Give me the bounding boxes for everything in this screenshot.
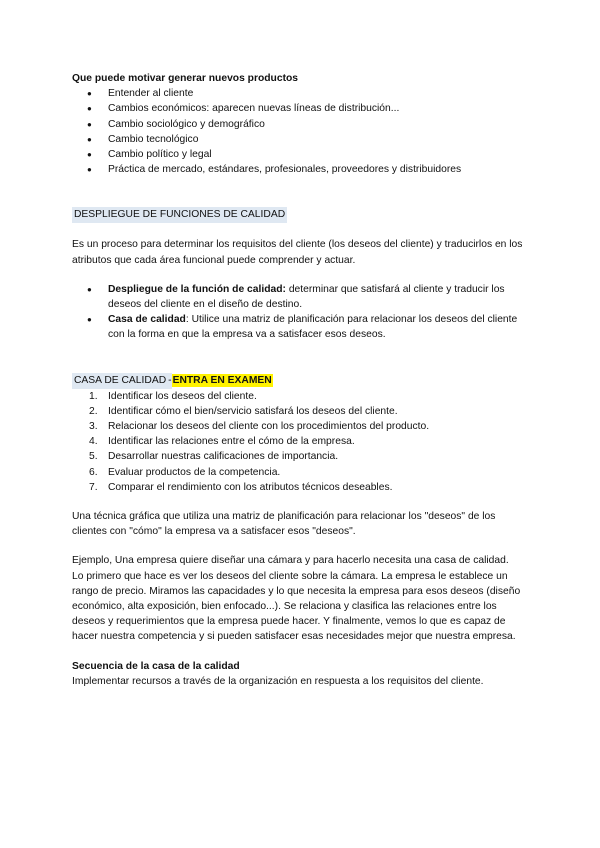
exam-badge: ENTRA EN EXAMEN <box>172 374 272 386</box>
list-item: 5. Desarrollar nuestras calificaciones de importancia. <box>89 451 339 463</box>
bullet-icon: ● <box>87 150 92 160</box>
document-page <box>72 71 532 689</box>
motivations-list <box>72 86 532 177</box>
list-item: ● Cambios económicos: aparecen nuevas líneas de distribución... <box>72 101 532 116</box>
list-item: 7. Comparar el rendimiento con los atributos técnicos deseables. <box>89 481 393 493</box>
house-of-quality-description: Una técnica gráfica que utiliza una matriz de planificación para relacionar los "deseos" de los clientes con "cómo" la empresa va a satisfacer esos "deseos". <box>72 511 496 538</box>
list-item: ● Cambio tecnológico <box>72 132 532 147</box>
list-item: ● Práctica de mercado, estándares, profesionales, proveedores y distribuidores <box>72 162 532 177</box>
list-item: 2. Identificar cómo el bien/servicio satisfará los deseos del cliente. <box>89 405 398 417</box>
sequence-text: Implementar recursos a través de la organización en respuesta a los requisitos del cliente. <box>72 675 484 687</box>
example-body: Lo primero que hace es ver los deseos del cliente sobre la cámara. La empresa le establece un rango de precio. Miramos las capacidades y lo que necesita la empresa para esos deseos (diseño económico, alta exposición, bien enfocado...). Se relaciona y clasifica las relaciones entre los deseos y requerimientos que la empresa puede hacer. Y finalmente, vemos lo que es capaz de hacer nuestra competencia y si pueden satisfacer esas necesidades mejor que nuestra empresa. <box>72 570 521 643</box>
bullet-icon: ● <box>87 104 92 114</box>
list-item: ● Cambio político y legal <box>72 147 532 162</box>
house-of-quality-steps <box>72 389 532 495</box>
section-heading-qfd: DESPLIEGUE DE FUNCIONES DE CALIDAD <box>72 207 287 223</box>
list-item: ● Cambio sociológico y demográfico <box>72 117 532 132</box>
list-item: 1. Identificar los deseos del cliente. <box>89 390 257 402</box>
section-title-sequence: Secuencia de la casa de la calidad <box>72 660 240 672</box>
bullet-icon: ● <box>87 89 92 99</box>
list-item: ● Despliegue de la función de calidad: determinar que satisfará al cliente y traducir los deseos del cliente en el diseño de destino. <box>87 283 505 311</box>
section-heading-house-of-quality: CASA DE CALIDAD-ENTRA EN EXAMEN <box>72 373 532 389</box>
example-intro: Ejemplo, Una empresa quiere diseñar una cámara y para hacerlo necesita una casa de calidad. <box>72 555 509 567</box>
list-item: 6. Evaluar productos de la competencia. <box>89 466 281 478</box>
list-item: 3. Relacionar los deseos del cliente con los procedimientos del producto. <box>89 421 430 433</box>
bullet-icon: ● <box>87 284 92 294</box>
qfd-intro: Es un proceso para determinar los requisitos del cliente (los deseos del cliente) y traducirlos en los atributos que cada área funcional puede comprender y actuar. <box>72 239 523 266</box>
list-item: ● Entender al cliente <box>72 86 532 101</box>
bullet-icon: ● <box>87 165 92 175</box>
section-title-motivations: Que puede motivar generar nuevos productos <box>72 73 299 84</box>
bullet-icon: ● <box>87 315 92 325</box>
bullet-icon: ● <box>87 119 92 129</box>
bullet-icon: ● <box>87 134 92 144</box>
qfd-definitions-list <box>72 282 522 343</box>
list-item: 4. Identificar las relaciones entre el cómo de la empresa. <box>89 436 355 448</box>
list-item: ● Casa de calidad: Utilice una matriz de planificación para relacionar los deseos del cliente con la forma en que la empresa va a satisfacer esos deseos. <box>87 314 518 341</box>
